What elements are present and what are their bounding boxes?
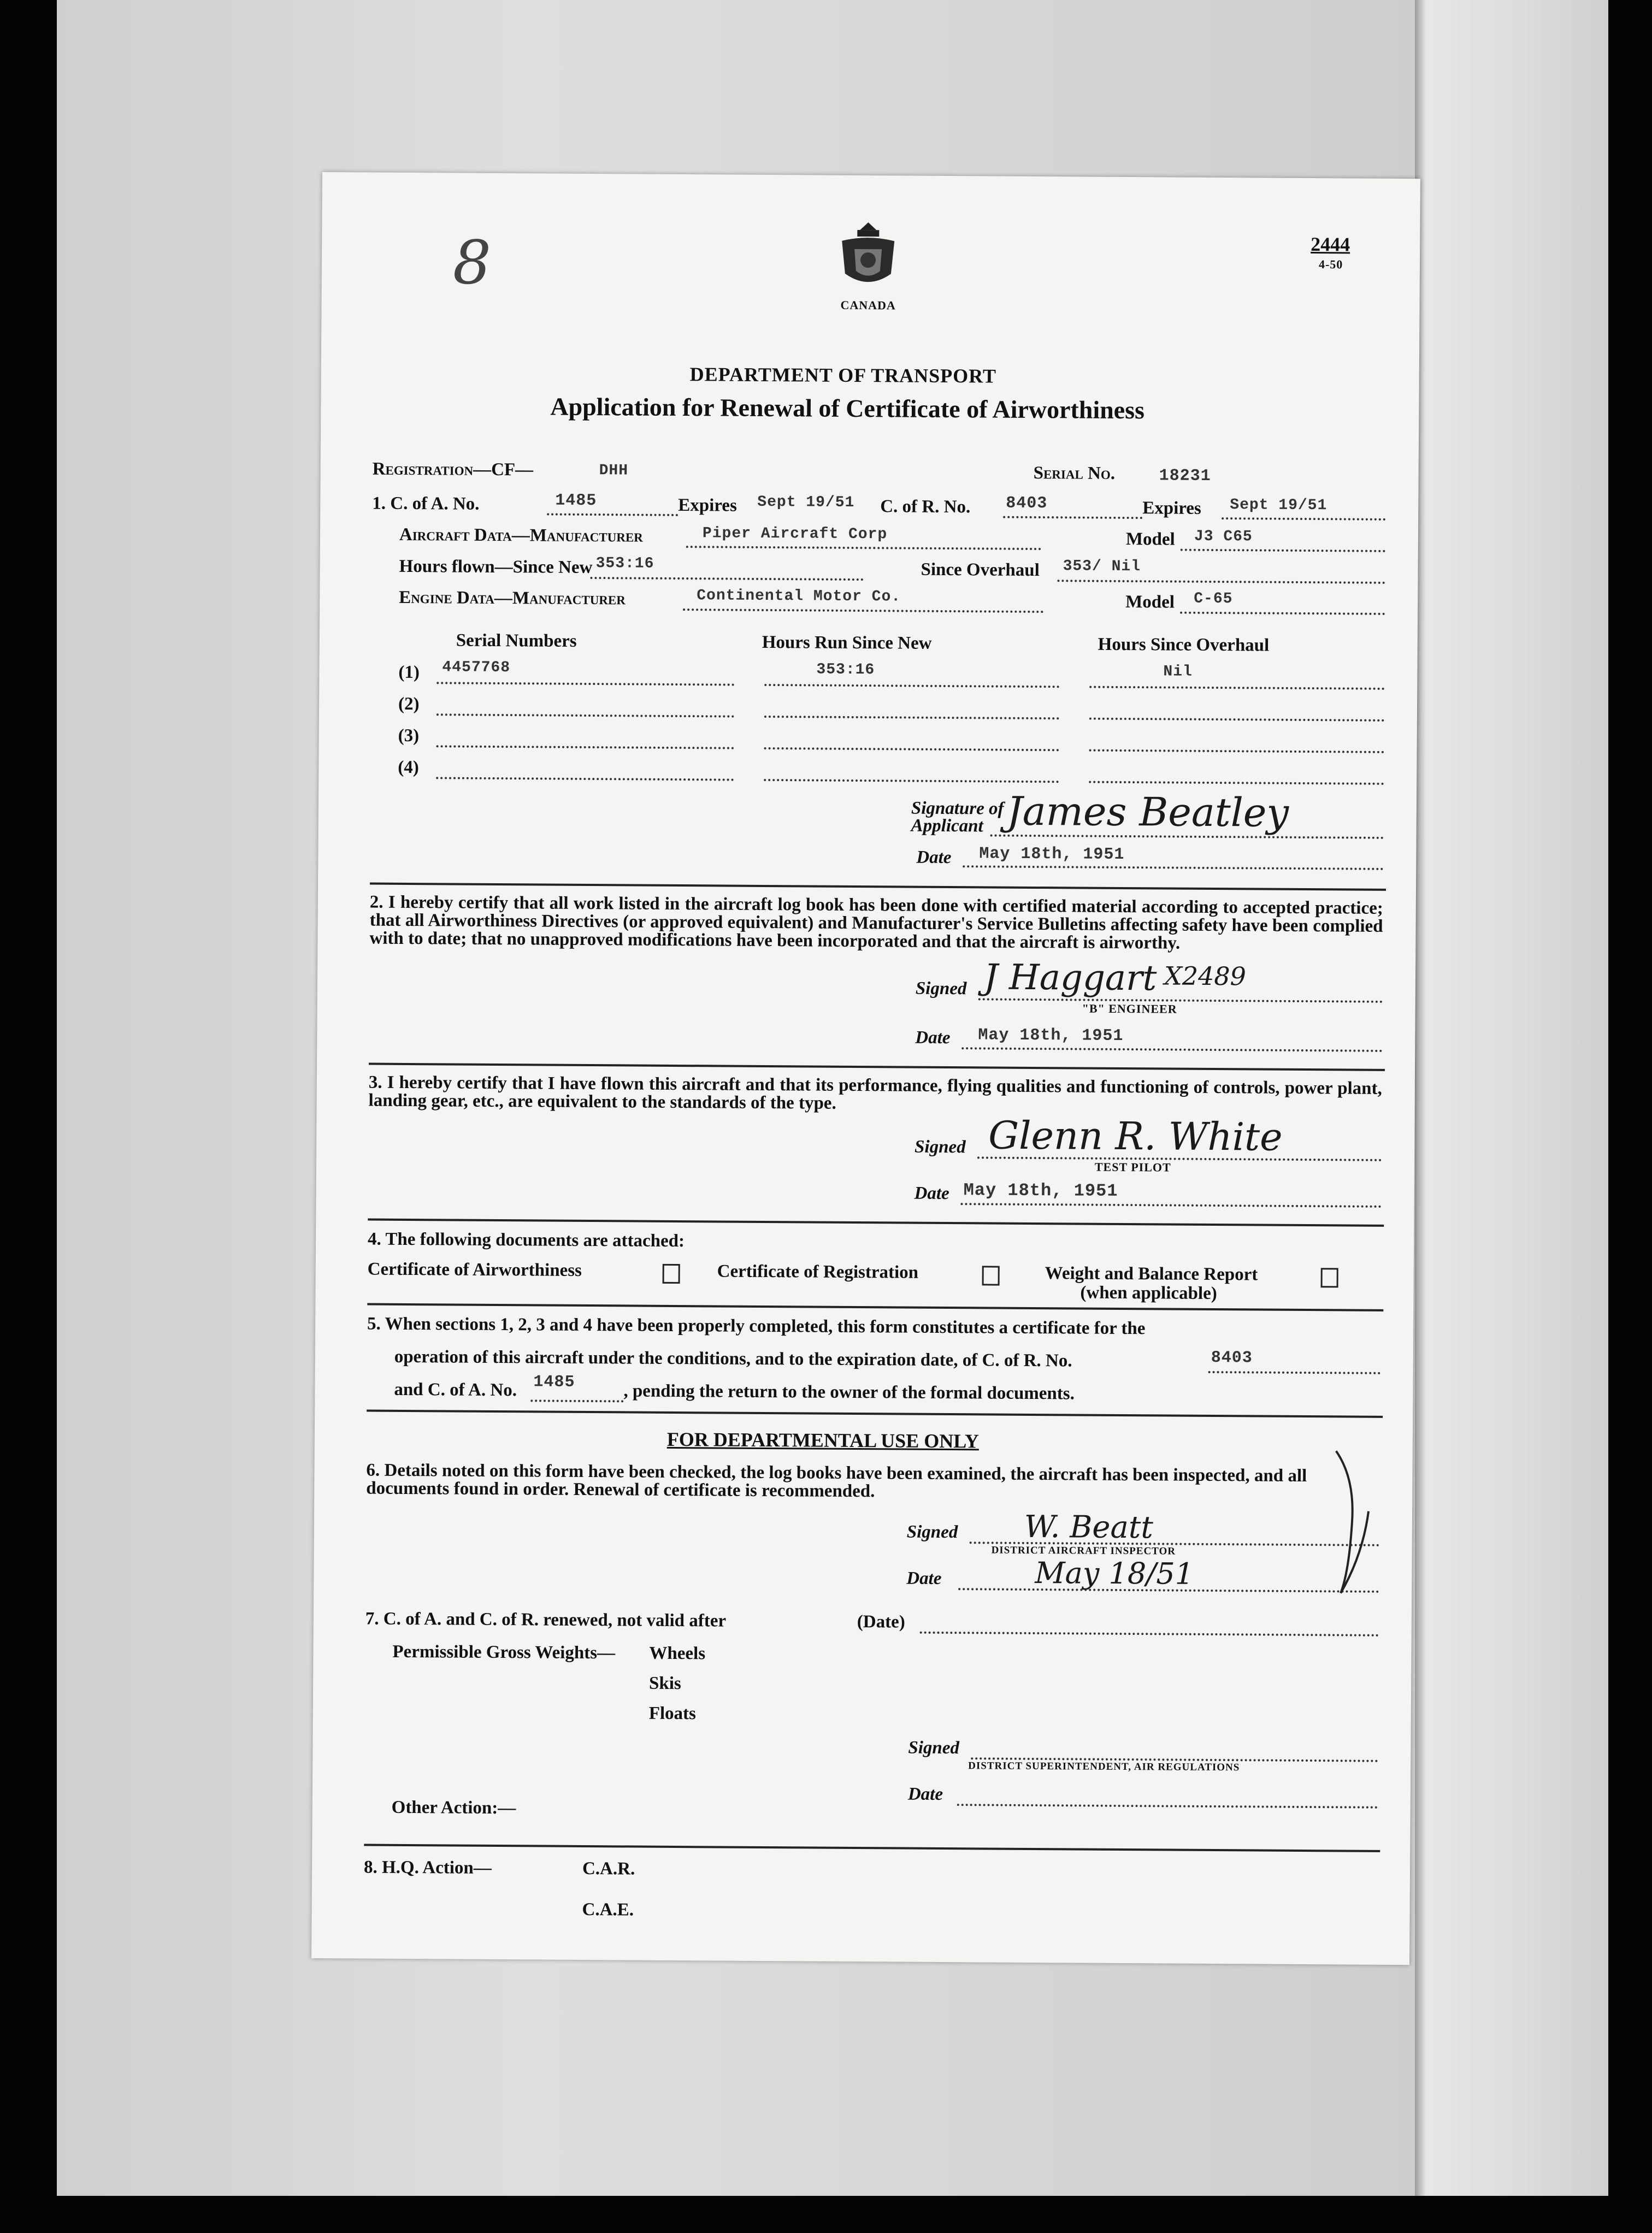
section7-date-label-2: Date [907,1784,943,1804]
aircraft-manufacturer-label: Aircraft Data—Manufacturer [399,524,643,546]
ca-expires-label: Expires [678,495,737,516]
other-action-label: Other Action:— [391,1797,516,1818]
applicant-date: May 18th, 1951 [979,844,1125,864]
ca-expires-value: Sept 19/51 [757,493,855,511]
pilot-role: TEST PILOT [1094,1160,1171,1174]
since-overhaul-value: 353/ Nil [1063,558,1141,576]
row-1-hours-overhaul: Nil [1163,663,1193,681]
form-date: 4-50 [1318,257,1343,271]
cr-no-value: 8403 [1006,494,1048,513]
row-2-num: (2) [398,694,420,714]
engineer-role: "B" ENGINEER [1082,1001,1177,1016]
section6-text: 6. Details noted on this form have been checked, the log books have been examined, the aircraft has been inspected, and all documents found in order. Renewal of certificate is recommended. [366,1460,1307,1502]
registration-value: DHH [599,462,629,480]
section5-ca-no: 1485 [533,1373,575,1392]
engine-model-value: C-65 [1194,590,1233,608]
page-title: Application for Renewal of Certificate of Airworthiness [550,392,1145,424]
applicant-signature: James Beatley [1006,788,1289,836]
engine-model-label: Model [1125,592,1175,612]
crest-label: CANADA [840,298,896,312]
engineer-signature: J Haggart [983,957,1157,999]
section3-date-label: Date [914,1183,949,1204]
airworthiness-form [311,172,1420,1965]
section2-date-label: Date [915,1027,951,1048]
hours-new-value: 353:16 [595,555,654,572]
col-hours-new-header: Hours Run Since New [762,632,932,653]
section7-date-label: (Date) [857,1612,905,1632]
section4-heading: 4. The following documents are attached: [367,1229,685,1251]
section5-line1: 5. When sections 1, 2, 3 and 4 have been properly completed, this form constitutes a certificate for the [367,1314,1146,1339]
weight-skis: Skis [649,1673,681,1694]
signature-label-1: Signature of [911,798,1004,819]
engineer-license: X2489 [1164,961,1247,991]
section3-date: May 18th, 1951 [963,1180,1118,1201]
doc-certificate-airworthiness: Certificate of Airworthiness [367,1259,582,1280]
row-3-num: (3) [398,725,420,746]
doc3-checkbox[interactable] [1321,1268,1338,1287]
col-serial-header: Serial Numbers [456,630,577,651]
row-1-num: (1) [398,662,420,683]
doc-weight-balance: Weight and Balance Report [1045,1263,1258,1285]
doc2-checkbox[interactable] [982,1266,1000,1285]
inspector-date: May 18/51 [1035,1556,1194,1591]
section2-date: May 18th, 1951 [978,1026,1124,1045]
engine-manufacturer-label: Engine Data—Manufacturer [399,587,626,609]
weight-floats: Floats [648,1703,697,1724]
applicant-date-label: Date [916,847,952,868]
cr-no-label: C. of R. No. [880,497,971,517]
margin-mark: 8 [452,227,492,298]
aircraft-model-label: Model [1125,529,1175,550]
row-1-hours-new: 353:16 [816,661,875,679]
since-overhaul-label: Since Overhaul [921,559,1040,581]
serial-label: Serial No. [1033,463,1116,483]
section2-signed-label: Signed [915,978,967,999]
section5-cr-no: 8403 [1211,1348,1253,1368]
section5-line3a: and C. of A. No. [394,1379,517,1401]
form-number: 2444 [1311,233,1350,256]
doc-certificate-registration: Certificate of Registration [717,1261,919,1283]
section3-signed-label: Signed [914,1137,966,1157]
section6-signed-label: Signed [906,1522,958,1543]
section5-line2: operation of this aircraft under the conditions, and to the expiration date, of C. of R. No. [394,1346,1072,1371]
section7-signed-label: Signed [908,1738,960,1758]
cr-expires-value: Sept 19/51 [1230,497,1328,515]
page-edge-strip [1415,0,1608,2196]
hq-car: C.A.R. [582,1858,635,1879]
weight-wheels: Wheels [649,1643,706,1664]
registration-label: Registration—CF— [372,459,534,480]
canada-crest-icon [830,219,907,296]
cr-expires-label: Expires [1142,498,1201,518]
superintendent-role: DISTRICT SUPERINTENDENT, AIR REGULATIONS [968,1760,1240,1774]
aircraft-manufacturer-value: Piper Aircraft Corp [702,525,888,544]
hq-cae: C.A.E. [582,1899,634,1920]
departmental-heading: FOR DEPARTMENTAL USE ONLY [666,1428,980,1452]
section7-label: 7. C. of A. and C. of R. renewed, not valid after [365,1609,727,1631]
row-4-num: (4) [398,757,419,778]
aircraft-model-value: J3 C65 [1194,528,1253,546]
check-mark-icon [1330,1445,1374,1598]
section6-date-label: Date [906,1568,942,1588]
section5-line3b: , pending the return to the owner of the formal documents. [623,1381,1075,1404]
inspector-role: DISTRICT AIRCRAFT INSPECTOR [991,1544,1176,1557]
ca-no-value: 1485 [555,491,597,511]
pilot-signature: Glenn R. White [988,1113,1283,1160]
section2-text: 2. I hereby certify that all work listed in the aircraft log book has been done with certified material according to accepted practice; that all Airworthiness Directives (or approved equivalent) and Manufacturer's Service Bulletins affecting safety have been complied with to date; that no unapproved modifications have been incorporated and that the aircraft is airworthy. [369,892,1383,953]
col-hours-overhaul-header: Hours Since Overhaul [1098,634,1270,655]
section3-text: 3. I hereby certify that I have flown this aircraft and that its performance, flying qualities and functioning of controls, power plant, landing gear, etc., are equivalent to the standards of the type. [368,1072,1382,1113]
doc-weight-balance-note: (when applicable) [1080,1283,1217,1304]
hq-action-label: 8. H.Q. Action— [363,1857,492,1878]
doc1-checkbox[interactable] [663,1264,680,1284]
hours-new-label: Hours flown—Since New [399,556,593,578]
inspector-signature: W. Beatt [1024,1509,1154,1546]
serial-value: 18231 [1159,466,1211,486]
engine-manufacturer-value: Continental Motor Co. [697,587,901,606]
row-1-serial: 4457768 [442,659,511,677]
ca-no-label: 1. C. of A. No. [372,493,480,514]
department-heading: DEPARTMENT OF TRANSPORT [689,363,997,387]
signature-label-2: Applicant [911,816,983,836]
gross-weights-label: Permissible Gross Weights— [392,1641,616,1663]
